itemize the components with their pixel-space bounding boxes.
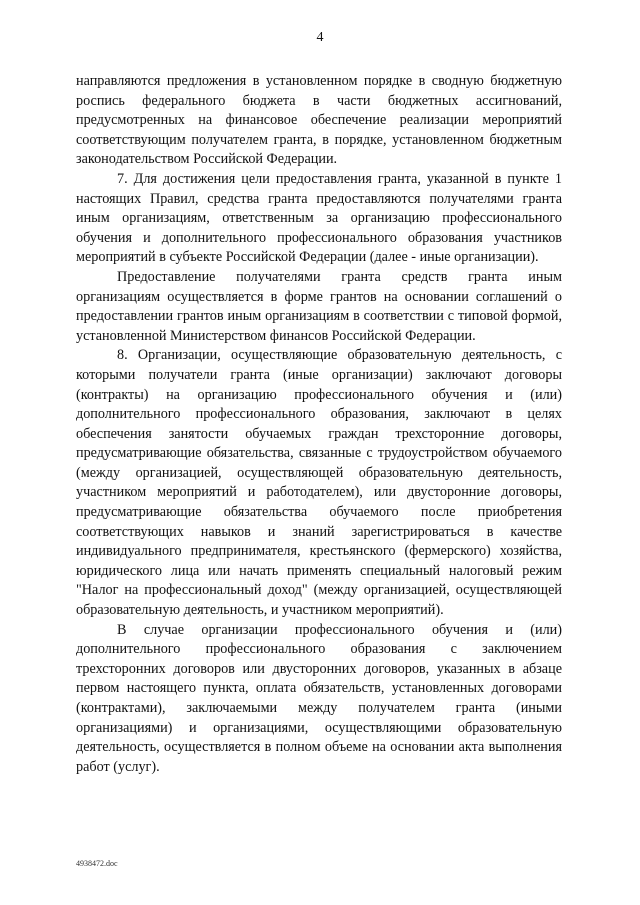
page-number: 4 [316,30,324,45]
paragraph-clause-8: 8. Организации, осуществляющие образовательную деятельность, с которыми получатели гранта (иные организации) заключают договоры (контракты) на организацию профессионального обучения и (или) дополнительного профессионального образования, заключают в целях обеспечения занятости обучаемых граждан трехсторонние договоры, предусматривающие обязательства, связанные с трудоустройством обучаемого (между организацией, осуществляющей образовательную деятельность, участником мероприятий и работодателем), или двусторонние договоры, предусматривающие обязательства обучаемого после приобретения соответствующих навыков и знаний зарегистрироваться в качестве индивидуального предпринимателя, крестьянского (фермерского) хозяйства, юридического лица или начать применять специальный налоговый режим "Налог на профессиональный доход" (между организацией, осуществляющей образовательную деятельность, и участником мероприятий). [76,347,562,619]
paragraph-continuation: направляются предложения в установленном порядке в сводную бюджетную роспись федерального бюджета в части бюджетных ассигнований, предусмотренных на финансовое обеспечение реализации мероприятий соответствующим получателем гранта, в порядке, установленном бюджетным законодательством Российской Федерации. [76,73,562,168]
paragraph-grant-provision: Предоставление получателями гранта средств гранта иным организациям осуществляется в форме грантов на основании соглашений о предоставлении грантов иным организациям в соответствии с типовой формой, установленной Министерством финансов Российской Федерации. [76,268,562,344]
document-file-code: 4938472.doc [76,859,118,868]
paragraph-payment-terms: В случае организации профессионального обучения и (или) дополнительного профессионального образования с заключением трехсторонних договоров или двусторонних договоров, указанных в абзаце первом настоящего пункта, оплата обязательств, установленных договорами (контрактами), заключаемыми между получателем гранта (иными организациями) и организациями, осуществляющими образовательную деятельность, осуществляется в полном объеме на основании акта выполнения работ (услуг). [76,621,562,775]
document-body [76,72,562,777]
paragraph-clause-7: 7. Для достижения цели предоставления гранта, указанной в пункте 1 настоящих Правил, средства гранта предоставляются получателями гранта иным организациям, ответственным за организацию профессионального обучения и дополнительного профессионального образования участников мероприятий в субъекте Российской Федерации (далее - иные организации). [76,170,562,266]
